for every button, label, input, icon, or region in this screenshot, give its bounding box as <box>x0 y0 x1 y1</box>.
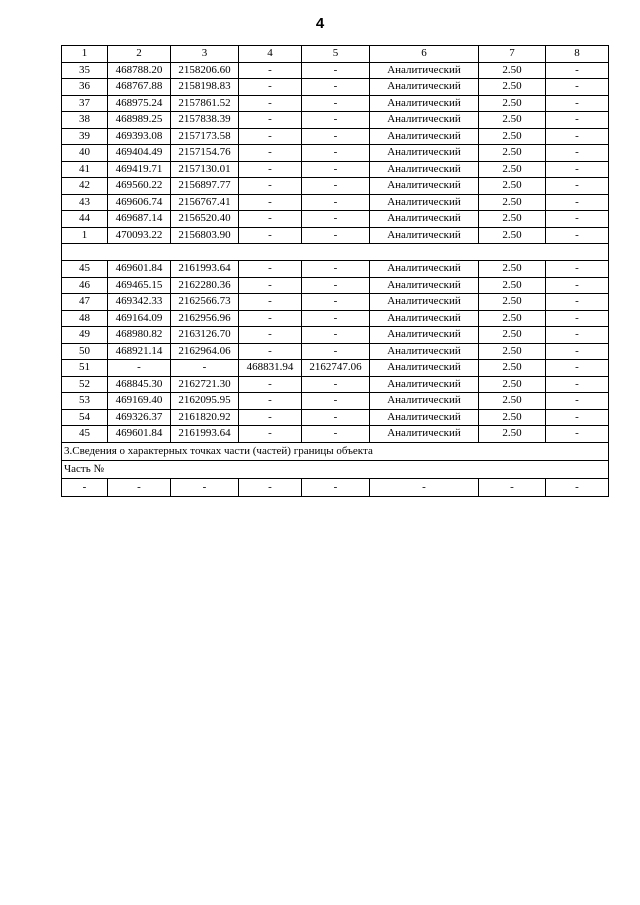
table-row <box>62 294 609 311</box>
accuracy-cell: 2.50 <box>479 79 546 96</box>
old-x-coord-cell: - <box>239 178 302 195</box>
point-number-cell: 1 <box>62 46 108 63</box>
table-row <box>62 227 609 244</box>
accuracy-cell: 2.50 <box>479 426 546 443</box>
method-cell: Аналитический <box>370 161 479 178</box>
x-coord-cell: 469687.14 <box>108 211 171 228</box>
point-number-cell: 45 <box>62 261 108 278</box>
table-row <box>62 343 609 360</box>
table-row <box>62 161 609 178</box>
table-row <box>62 211 609 228</box>
old-y-coord-cell: - <box>302 277 370 294</box>
old-x-coord-cell: - <box>239 161 302 178</box>
method-cell: Аналитический <box>370 409 479 426</box>
table-row <box>62 360 609 377</box>
part-label: Часть № <box>62 460 609 478</box>
old-x-coord-cell: 468831.94 <box>239 360 302 377</box>
old-x-coord-cell: - <box>239 112 302 129</box>
description-cell: - <box>546 112 609 129</box>
y-coord-cell: 2157130.01 <box>171 161 239 178</box>
point-number-cell: 39 <box>62 128 108 145</box>
point-number-cell: 42 <box>62 178 108 195</box>
old-y-coord-cell: - <box>302 376 370 393</box>
x-coord-cell: 470093.22 <box>108 227 171 244</box>
old-x-coord-cell: - <box>239 145 302 162</box>
accuracy-cell: 2.50 <box>479 128 546 145</box>
header-row <box>62 46 609 63</box>
old-x-coord-cell: - <box>239 478 302 496</box>
y-coord-cell: 2162280.36 <box>171 277 239 294</box>
point-number-cell: 47 <box>62 294 108 311</box>
accuracy-cell: 2.50 <box>479 360 546 377</box>
old-x-coord-cell: - <box>239 294 302 311</box>
old-y-coord-cell: - <box>302 327 370 344</box>
description-cell: - <box>546 62 609 79</box>
point-number-cell: 35 <box>62 62 108 79</box>
description-cell: - <box>546 128 609 145</box>
old-y-coord-cell: - <box>302 211 370 228</box>
method-cell: Аналитический <box>370 426 479 443</box>
old-y-coord-cell: - <box>302 310 370 327</box>
x-coord-cell: 469560.22 <box>108 178 171 195</box>
method-cell: Аналитический <box>370 393 479 410</box>
accuracy-cell: 2.50 <box>479 327 546 344</box>
old-x-coord-cell: - <box>239 426 302 443</box>
point-number-cell: 50 <box>62 343 108 360</box>
method-cell: - <box>370 478 479 496</box>
old-y-coord-cell: - <box>302 409 370 426</box>
x-coord-cell: 469164.09 <box>108 310 171 327</box>
accuracy-cell: 2.50 <box>479 409 546 426</box>
point-number-cell: 52 <box>62 376 108 393</box>
accuracy-cell: 2.50 <box>479 178 546 195</box>
method-cell: Аналитический <box>370 79 479 96</box>
method-cell: 6 <box>370 46 479 63</box>
table-row <box>62 376 609 393</box>
table-row <box>62 310 609 327</box>
table-row <box>62 261 609 278</box>
old-x-coord-cell: - <box>239 211 302 228</box>
section-title: 3.Сведения о характерных точках части (частей) границы объекта <box>62 442 609 460</box>
x-coord-cell: 469419.71 <box>108 161 171 178</box>
x-coord-cell: 468788.20 <box>108 62 171 79</box>
table-row <box>62 178 609 195</box>
old-y-coord-cell: - <box>302 194 370 211</box>
separator-row <box>62 244 609 261</box>
old-y-coord-cell: 5 <box>302 46 370 63</box>
old-y-coord-cell: - <box>302 128 370 145</box>
old-x-coord-cell: - <box>239 128 302 145</box>
x-coord-cell: 469465.15 <box>108 277 171 294</box>
description-cell: - <box>546 211 609 228</box>
old-x-coord-cell: - <box>239 227 302 244</box>
description-cell: - <box>546 360 609 377</box>
description-cell: - <box>546 478 609 496</box>
point-number-cell: 54 <box>62 409 108 426</box>
old-y-coord-cell: - <box>302 178 370 195</box>
y-coord-cell: 2162721.30 <box>171 376 239 393</box>
point-number-cell: 49 <box>62 327 108 344</box>
y-coord-cell: - <box>171 360 239 377</box>
old-x-coord-cell: - <box>239 409 302 426</box>
method-cell: Аналитический <box>370 227 479 244</box>
method-cell: Аналитический <box>370 112 479 129</box>
y-coord-cell: 2156520.40 <box>171 211 239 228</box>
separator-cell <box>62 244 609 261</box>
section-title-row <box>62 442 609 460</box>
table-row <box>62 327 609 344</box>
y-coord-cell: 2156897.77 <box>171 178 239 195</box>
method-cell: Аналитический <box>370 211 479 228</box>
table-row <box>62 62 609 79</box>
x-coord-cell: - <box>108 360 171 377</box>
point-number-cell: 38 <box>62 112 108 129</box>
point-number-cell: 1 <box>62 227 108 244</box>
old-y-coord-cell: - <box>302 145 370 162</box>
accuracy-cell: 2.50 <box>479 310 546 327</box>
old-y-coord-cell: - <box>302 393 370 410</box>
method-cell: Аналитический <box>370 327 479 344</box>
x-coord-cell: 468989.25 <box>108 112 171 129</box>
method-cell: Аналитический <box>370 376 479 393</box>
x-coord-cell: 469342.33 <box>108 294 171 311</box>
old-y-coord-cell: - <box>302 95 370 112</box>
accuracy-cell: 2.50 <box>479 261 546 278</box>
accuracy-cell: 2.50 <box>479 62 546 79</box>
table-row <box>62 79 609 96</box>
y-coord-cell: 2162095.95 <box>171 393 239 410</box>
part-data-row <box>62 478 609 496</box>
x-coord-cell: 468921.14 <box>108 343 171 360</box>
table-row <box>62 277 609 294</box>
accuracy-cell: 2.50 <box>479 194 546 211</box>
point-number-cell: - <box>62 478 108 496</box>
point-number-cell: 37 <box>62 95 108 112</box>
description-cell: - <box>546 95 609 112</box>
table-row <box>62 393 609 410</box>
old-x-coord-cell: - <box>239 343 302 360</box>
x-coord-cell: 468767.88 <box>108 79 171 96</box>
y-coord-cell: 2162566.73 <box>171 294 239 311</box>
method-cell: Аналитический <box>370 95 479 112</box>
part-label-row <box>62 460 609 478</box>
accuracy-cell: 2.50 <box>479 211 546 228</box>
old-x-coord-cell: - <box>239 393 302 410</box>
old-y-coord-cell: - <box>302 426 370 443</box>
method-cell: Аналитический <box>370 178 479 195</box>
x-coord-cell: 2 <box>108 46 171 63</box>
point-number-cell: 45 <box>62 426 108 443</box>
table-row <box>62 112 609 129</box>
accuracy-cell: 2.50 <box>479 227 546 244</box>
old-x-coord-cell: - <box>239 62 302 79</box>
description-cell: - <box>546 409 609 426</box>
x-coord-cell: 469601.84 <box>108 261 171 278</box>
old-x-coord-cell: - <box>239 310 302 327</box>
point-number-cell: 40 <box>62 145 108 162</box>
point-number-cell: 53 <box>62 393 108 410</box>
table-row <box>62 95 609 112</box>
y-coord-cell: 2158206.60 <box>171 62 239 79</box>
x-coord-cell: 469404.49 <box>108 145 171 162</box>
accuracy-cell: 2.50 <box>479 161 546 178</box>
description-cell: - <box>546 426 609 443</box>
y-coord-cell: 2156767.41 <box>171 194 239 211</box>
accuracy-cell: 2.50 <box>479 376 546 393</box>
point-number-cell: 44 <box>62 211 108 228</box>
accuracy-cell: - <box>479 478 546 496</box>
old-x-coord-cell: - <box>239 327 302 344</box>
accuracy-cell: 2.50 <box>479 95 546 112</box>
y-coord-cell: 2157154.76 <box>171 145 239 162</box>
table-row <box>62 426 609 443</box>
old-x-coord-cell: - <box>239 376 302 393</box>
y-coord-cell: 3 <box>171 46 239 63</box>
old-y-coord-cell: - <box>302 79 370 96</box>
description-cell: - <box>546 343 609 360</box>
point-number-cell: 43 <box>62 194 108 211</box>
method-cell: Аналитический <box>370 294 479 311</box>
description-cell: - <box>546 393 609 410</box>
x-coord-cell: 468975.24 <box>108 95 171 112</box>
y-coord-cell: 2158198.83 <box>171 79 239 96</box>
old-x-coord-cell: - <box>239 95 302 112</box>
x-coord-cell: 469169.40 <box>108 393 171 410</box>
accuracy-cell: 2.50 <box>479 393 546 410</box>
accuracy-cell: 2.50 <box>479 294 546 311</box>
method-cell: Аналитический <box>370 128 479 145</box>
boundary-points-table <box>61 45 609 497</box>
y-coord-cell: 2157173.58 <box>171 128 239 145</box>
point-number-cell: 46 <box>62 277 108 294</box>
old-y-coord-cell: - <box>302 478 370 496</box>
description-cell: - <box>546 145 609 162</box>
x-coord-cell: 468845.30 <box>108 376 171 393</box>
point-number-cell: 41 <box>62 161 108 178</box>
y-coord-cell: 2161820.92 <box>171 409 239 426</box>
description-cell: - <box>546 310 609 327</box>
method-cell: Аналитический <box>370 145 479 162</box>
description-cell: - <box>546 161 609 178</box>
old-y-coord-cell: - <box>302 161 370 178</box>
page-number: 4 <box>315 15 325 32</box>
old-y-coord-cell: - <box>302 343 370 360</box>
description-cell: - <box>546 294 609 311</box>
point-number-cell: 48 <box>62 310 108 327</box>
old-x-coord-cell: - <box>239 194 302 211</box>
x-coord-cell: 469326.37 <box>108 409 171 426</box>
old-x-coord-cell: - <box>239 261 302 278</box>
table-row <box>62 128 609 145</box>
description-cell: - <box>546 376 609 393</box>
old-y-coord-cell: - <box>302 294 370 311</box>
method-cell: Аналитический <box>370 194 479 211</box>
y-coord-cell: 2163126.70 <box>171 327 239 344</box>
old-y-coord-cell: 2162747.06 <box>302 360 370 377</box>
description-cell: - <box>546 178 609 195</box>
method-cell: Аналитический <box>370 360 479 377</box>
point-number-cell: 36 <box>62 79 108 96</box>
description-cell: - <box>546 227 609 244</box>
y-coord-cell: 2162956.96 <box>171 310 239 327</box>
method-cell: Аналитический <box>370 277 479 294</box>
description-cell: - <box>546 277 609 294</box>
method-cell: Аналитический <box>370 343 479 360</box>
x-coord-cell: 469393.08 <box>108 128 171 145</box>
accuracy-cell: 7 <box>479 46 546 63</box>
method-cell: Аналитический <box>370 62 479 79</box>
old-x-coord-cell: - <box>239 277 302 294</box>
x-coord-cell: 469601.84 <box>108 426 171 443</box>
x-coord-cell: - <box>108 478 171 496</box>
x-coord-cell: 469606.74 <box>108 194 171 211</box>
y-coord-cell: 2161993.64 <box>171 426 239 443</box>
old-y-coord-cell: - <box>302 62 370 79</box>
table-row <box>62 194 609 211</box>
description-cell: - <box>546 79 609 96</box>
method-cell: Аналитический <box>370 261 479 278</box>
old-x-coord-cell: - <box>239 79 302 96</box>
description-cell: - <box>546 327 609 344</box>
y-coord-cell: - <box>171 478 239 496</box>
description-cell: - <box>546 194 609 211</box>
y-coord-cell: 2157838.39 <box>171 112 239 129</box>
x-coord-cell: 468980.82 <box>108 327 171 344</box>
old-y-coord-cell: - <box>302 112 370 129</box>
point-number-cell: 51 <box>62 360 108 377</box>
old-y-coord-cell: - <box>302 227 370 244</box>
description-cell: - <box>546 261 609 278</box>
accuracy-cell: 2.50 <box>479 343 546 360</box>
accuracy-cell: 2.50 <box>479 112 546 129</box>
y-coord-cell: 2157861.52 <box>171 95 239 112</box>
old-y-coord-cell: - <box>302 261 370 278</box>
table-row <box>62 409 609 426</box>
accuracy-cell: 2.50 <box>479 145 546 162</box>
method-cell: Аналитический <box>370 310 479 327</box>
accuracy-cell: 2.50 <box>479 277 546 294</box>
old-x-coord-cell: 4 <box>239 46 302 63</box>
table-row <box>62 145 609 162</box>
y-coord-cell: 2162964.06 <box>171 343 239 360</box>
description-cell: 8 <box>546 46 609 63</box>
y-coord-cell: 2161993.64 <box>171 261 239 278</box>
y-coord-cell: 2156803.90 <box>171 227 239 244</box>
